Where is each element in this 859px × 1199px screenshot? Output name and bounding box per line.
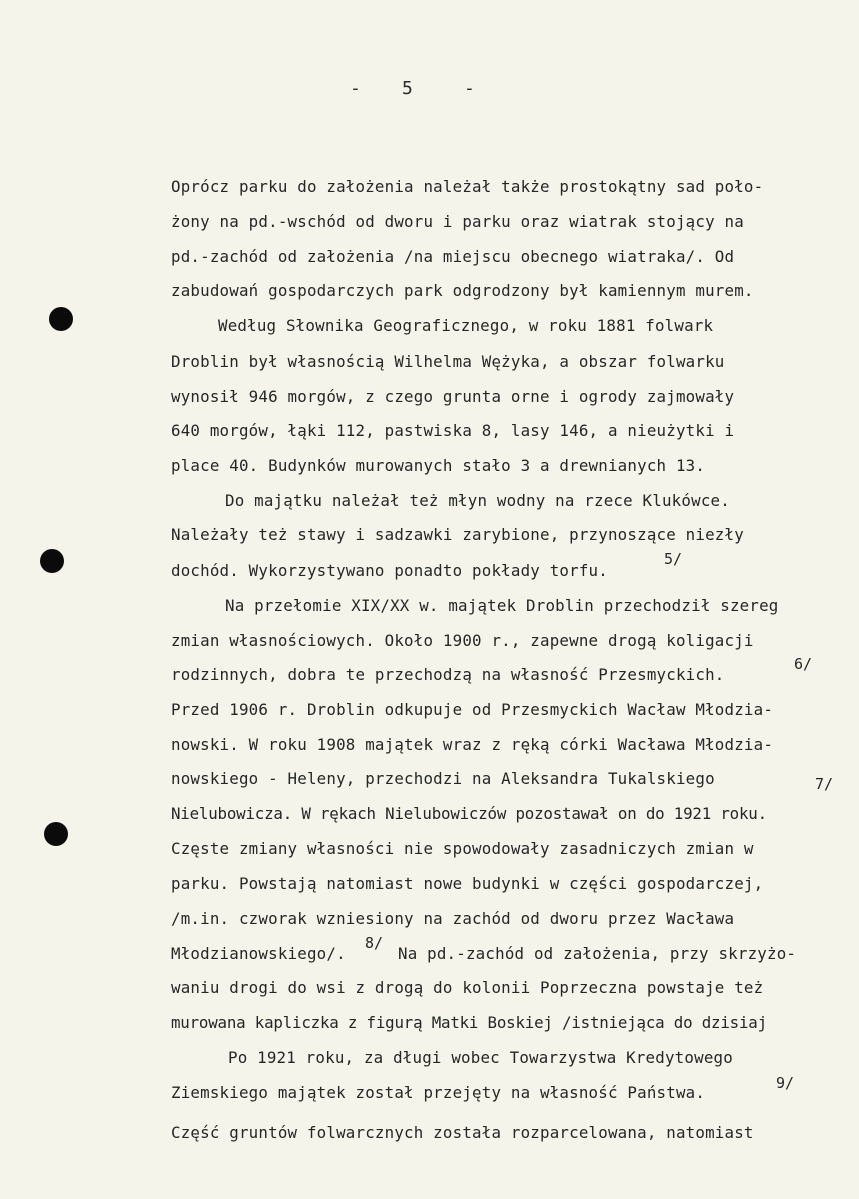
text-line: Nielubowicza. W rękach Nielubowiczów pozostawał on do 1921 roku. bbox=[171, 804, 767, 823]
text-line: Według Słownika Geograficznego, w roku 1881 folwark bbox=[218, 316, 714, 335]
text-line: wynosił 946 morgów, z czego grunta orne i ogrody zajmowały bbox=[171, 387, 735, 406]
text-line: Po 1921 roku, za długi wobec Towarzystwa Kredytowego bbox=[228, 1048, 733, 1067]
text-line: waniu drogi do wsi z drogą do kolonii Poprzeczna powstaje też bbox=[171, 978, 764, 997]
text-line: nowski. W roku 1908 majątek wraz z ręką córki Wacława Młodzia- bbox=[171, 735, 774, 754]
text-line: Do majątku należał też młyn wodny na rzece Klukówce. bbox=[225, 491, 730, 510]
text-line: murowana kapliczka z figurą Matki Boskiej /istniejąca do dzisiaj bbox=[171, 1013, 767, 1032]
text-line: Droblin był własnością Wilhelma Wężyka, a obszar folwarku bbox=[171, 352, 725, 371]
page-number: 5 bbox=[402, 78, 413, 99]
footnote-ref-5: 5/ bbox=[664, 550, 683, 568]
text-line: parku. Powstają natomiast nowe budynki w części gospodarczej, bbox=[171, 874, 764, 893]
text-line: Należały też stawy i sadzawki zarybione, przynoszące niezły bbox=[171, 525, 744, 544]
text-line: Ziemskiego majątek został przejęty na własność Państwa. bbox=[171, 1083, 706, 1102]
page-number-dash-left: - bbox=[350, 78, 361, 99]
text-line: Oprócz parku do założenia należał także prostokątny sad poło- bbox=[171, 177, 764, 196]
text-line: /m.in. czworak wzniesiony na zachód od dworu przez Wacława bbox=[171, 909, 735, 928]
text-line: Młodzianowskiego/. bbox=[171, 944, 346, 963]
text-line: zmian własnościowych. Około 1900 r., zapewne drogą koligacji bbox=[171, 631, 754, 650]
punch-hole-icon bbox=[40, 549, 64, 573]
footnote-ref-6: 6/ bbox=[794, 655, 813, 673]
text-line: rodzinnych, dobra te przechodzą na własność Przesmyckich. bbox=[171, 665, 725, 684]
footnote-ref-9: 9/ bbox=[776, 1074, 795, 1092]
text-line: Przed 1906 r. Droblin odkupuje od Przesmyckich Wacław Młodzia- bbox=[171, 700, 774, 719]
text-line: dochód. Wykorzystywano ponadto pokłady torfu. bbox=[171, 561, 608, 580]
text-line: nowskiego - Heleny, przechodzi na Aleksandra Tukalskiego bbox=[171, 769, 715, 788]
text-line: Na przełomie XIX/XX w. majątek Droblin przechodził szereg bbox=[225, 596, 779, 615]
punch-hole-icon bbox=[44, 822, 68, 846]
page-number-dash-right: - bbox=[464, 78, 475, 99]
page-number-header bbox=[340, 78, 500, 108]
text-line: pd.-zachód od założenia /na miejscu obecnego wiatraka/. Od bbox=[171, 247, 735, 266]
punch-hole-icon bbox=[49, 307, 73, 331]
text-line: żony na pd.-wschód od dworu i parku oraz wiatrak stojący na bbox=[171, 212, 744, 231]
footnote-ref-7: 7/ bbox=[815, 775, 834, 793]
text-line: zabudowań gospodarczych park odgrodzony był kamiennym murem. bbox=[171, 281, 754, 300]
text-line: place 40. Budynków murowanych stało 3 a drewnianych 13. bbox=[171, 456, 706, 475]
footnote-ref-8: 8/ bbox=[365, 934, 384, 952]
text-line: Częste zmiany własności nie spowodowały zasadniczych zmian w bbox=[171, 839, 754, 858]
text-line: 640 morgów, łąki 112, pastwiska 8, lasy 146, a nieużytki i bbox=[171, 421, 735, 440]
text-line: Część gruntów folwarcznych została rozparcelowana, natomiast bbox=[171, 1123, 754, 1142]
text-line: Na pd.-zachód od założenia, przy skrzyżo- bbox=[398, 944, 797, 963]
